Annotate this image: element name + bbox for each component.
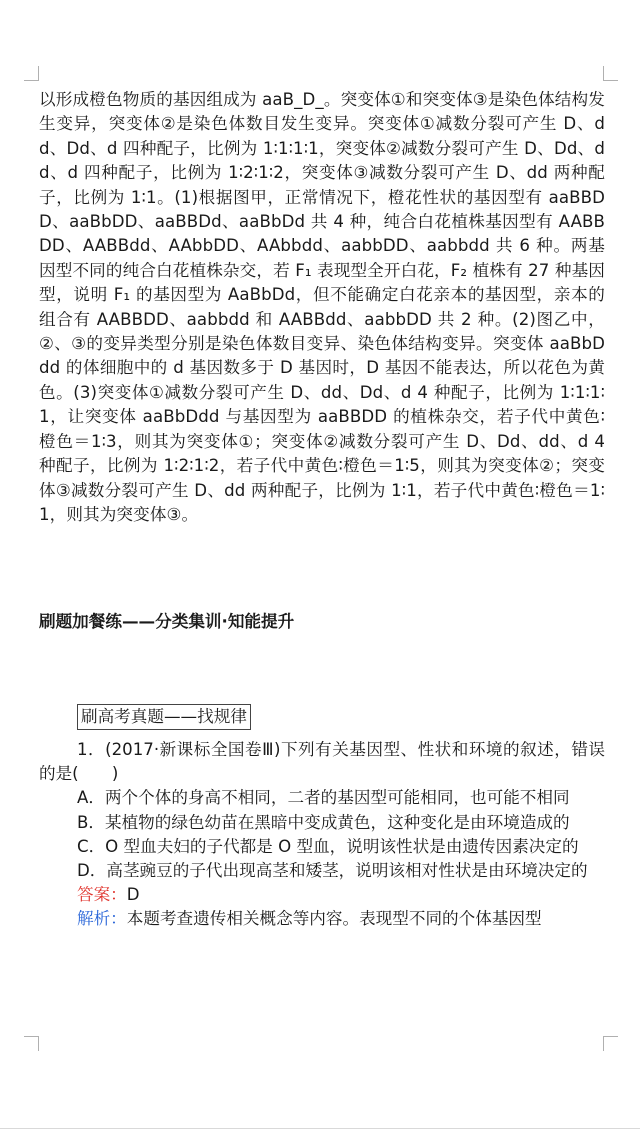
page-corner-mark-top-left xyxy=(24,66,39,81)
explanation-line xyxy=(39,907,605,931)
page-bottom-divider xyxy=(0,1128,640,1129)
answer-label: 答案： xyxy=(77,885,127,905)
question-stem: 1．(2017·新课标全国卷Ⅲ)下列有关基因型、性状和环境的叙述，错误的是( ) xyxy=(39,740,605,784)
option-a: A．两个个体的身高不相同，二者的基因型可能相同，也可能不相同 xyxy=(77,788,570,808)
option-b: B．某植物的绿色幼苗在黑暗中变成黄色，这种变化是由环境造成的 xyxy=(77,812,570,832)
explanation-label: 解析： xyxy=(77,909,127,929)
analysis-paragraph: 以形成橙色物质的基因组成为 aaB_D_。突变体①和突变体③是染色体结构发生变异，突变体②是染色体数目发生变异。突变体①减数分裂可产生 D、dd、Dd、d 四种配子，比例为 1∶1∶1∶1，突变体②减数分裂可产生 D、Dd、dd、d 四种配子，比例为 1∶2∶1∶2，突变体③减数分裂可产生 D、dd 两种配子，比例为 1∶1。(1)根据图甲，正常情况下，橙花性状的基因型有 aaBBDD、aaBbDD、aaBBDd、aaBbDd 共 4 种，纯合白花植株基因型有 AABBDD、AABBdd、AAbbDD、AAbbdd、aabbDD、aabbdd 共 6 种。两基因型不同的纯合白花植株杂交，若 F₁ 表现型全开白花，F₂ 植株有 27 种基因型，说明 F₁ 的基因型为 AaBbDd，但不能确定白花亲本的基因型，亲本的组合有 AABBDD、aabbdd 和 AABBdd、aabbDD 共 2 种。(2)图乙中，②、③的变异类型分别是染色体数目变异、染色体结构变异。突变体 aaBbDdd 的体细胞中的 d 基因数多于 D 基因时，D 基因不能表达，所以花色为黄色。(3)突变体①减数分裂可产生 D、dd、Dd、d 4 种配子，比例为 1∶1∶1∶1，让突变体 aaBbDdd 与基因型为 aaBBDD 的植株杂交，若子代中黄色∶橙色＝1∶3，则其为突变体①；突变体②减数分裂可产生 D、Dd、dd、d 4 种配子，比例为 1∶2∶1∶2，若子代中黄色∶橙色＝1∶5，则其为突变体②；突变体③减数分裂可产生 D、dd 两种配子，比例为 1∶1，若子代中黄色∶橙色＝1∶1，则其为突变体③。 xyxy=(39,90,605,524)
page-corner-mark-bottom-left xyxy=(24,1036,39,1051)
page-corner-mark-bottom-right xyxy=(603,1036,618,1051)
boxed-section-label: 刷高考真题——找规律 xyxy=(77,704,251,730)
explanation-text: 本题考查遗传相关概念等内容。表现型不同的个体基因型 xyxy=(126,909,542,929)
answer-line xyxy=(39,883,605,907)
option-d: D．高茎豌豆的子代出现高茎和矮茎，说明该相对性状是由环境决定的 xyxy=(77,861,588,881)
section-title: 刷题加餐练——分类集训·知能提升 xyxy=(39,612,295,631)
option-c: C．O 型血夫妇的子代都是 O 型血，说明该性状是由遗传因素决定的 xyxy=(77,836,579,856)
question-block xyxy=(39,738,605,932)
answer-value: D xyxy=(126,885,140,905)
page-corner-mark-top-right xyxy=(603,66,618,81)
